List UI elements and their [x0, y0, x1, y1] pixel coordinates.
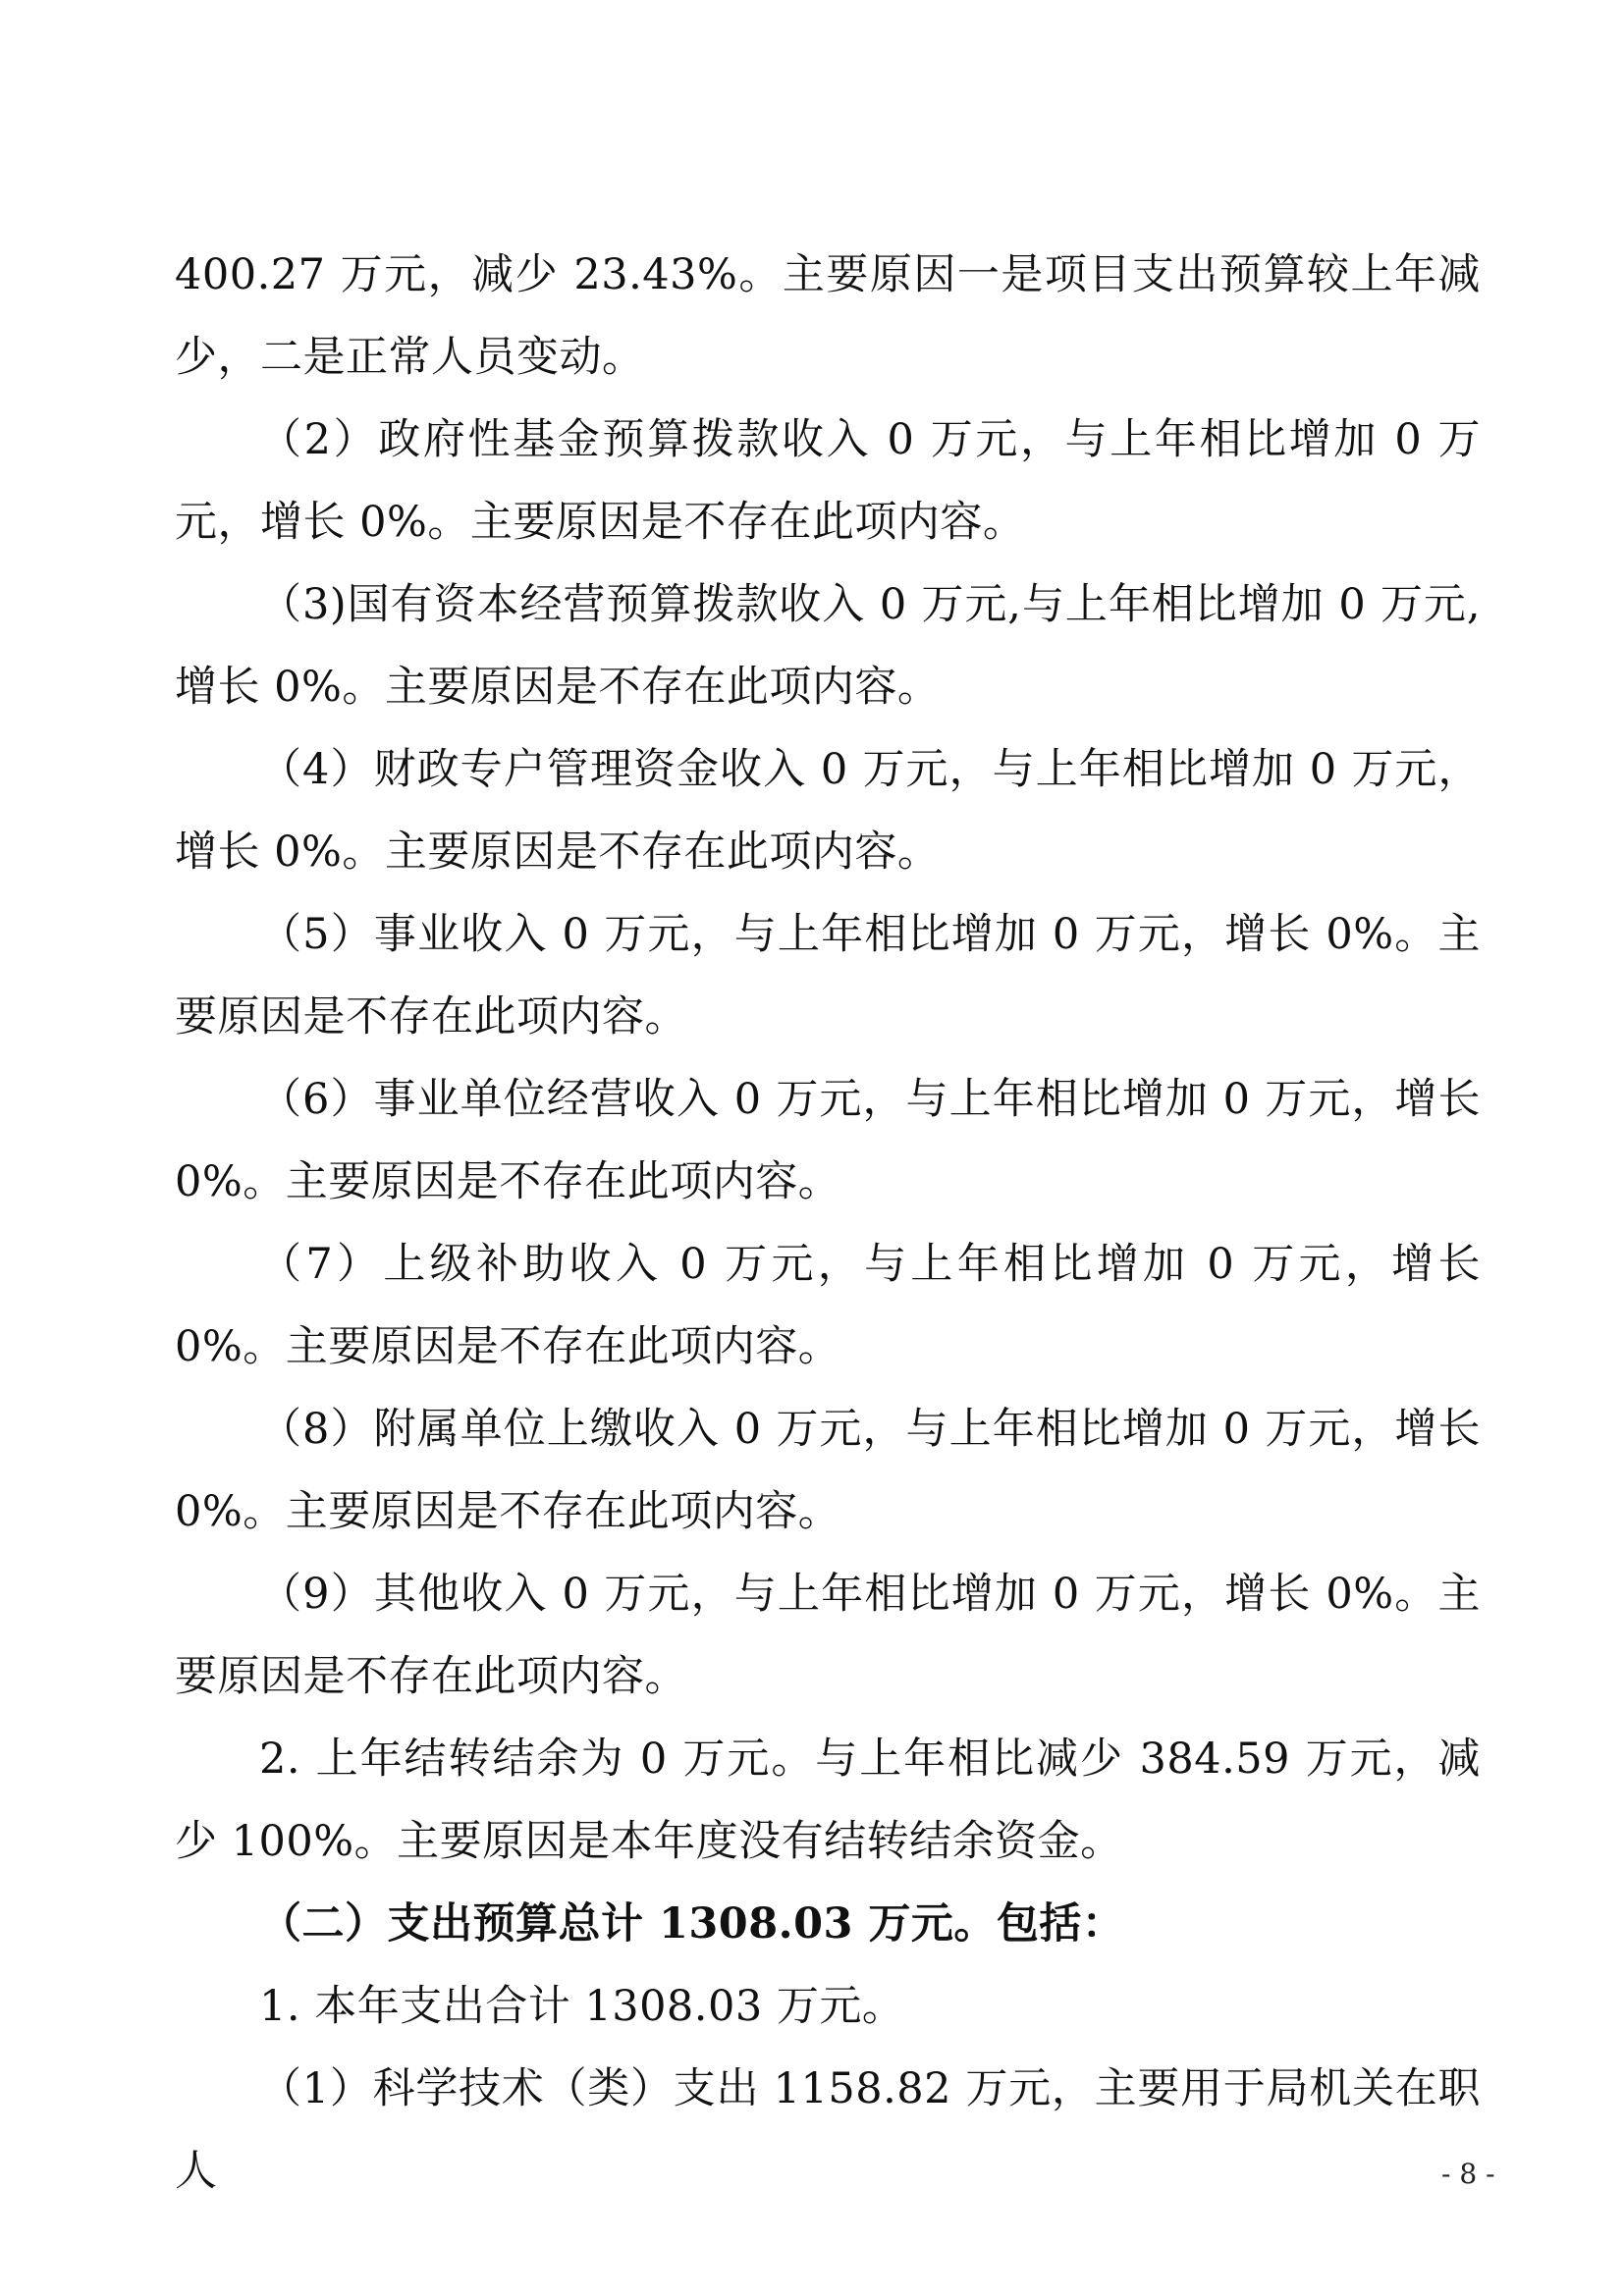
paragraph-special-account: （4）财政专户管理资金收入 0 万元，与上年相比增加 0 万元，增长 0%。主要原因是不存在此项内容。 [175, 745, 1481, 877]
paragraph-science-expenditure: （1）科学技术（类）支出 1158.82 万元，主要用于局机关在职人 [175, 2064, 1481, 2196]
paragraph-expenditure-total: 1. 本年支出合计 1308.03 万元。 [259, 1982, 905, 2031]
paragraph-business-income: （5）事业收入 0 万元，与上年相比增加 0 万元，增长 0%。主要原因是不存在此项内容。 [175, 910, 1481, 1041]
page-number: - 8 - [1441, 2158, 1495, 2190]
section-heading-expenditure: （二）支出预算总计 1308.03 万元。包括： [259, 1899, 1125, 1949]
paragraph-state-capital: （3)国有资本经营预算拨款收入 0 万元,与上年相比增加 0 万元,增长 0%。主要原因是不存在此项内容。 [175, 580, 1481, 712]
document-body [175, 234, 1481, 2213]
paragraph-other-income: （9）其他收入 0 万元，与上年相比增加 0 万元，增长 0%。主要原因是不存在此项内容。 [175, 1570, 1481, 1701]
paragraph-government-fund: （2）政府性基金预算拨款收入 0 万元，与上年相比增加 0 万元，增长 0%。主要原因是不存在此项内容。 [175, 415, 1481, 547]
paragraph-carryover: 2. 上年结转结余为 0 万元。与上年相比减少 384.59 万元，减少 100%。主要原因是本年度没有结转结余资金。 [175, 1735, 1481, 1866]
paragraph-income-decrease: 400.27 万元，减少 23.43%。主要原因一是项目支出预算较上年减少，二是正常人员变动。 [175, 250, 1481, 382]
paragraph-higher-subsidy: （7）上级补助收入 0 万元，与上年相比增加 0 万元，增长 0%。主要原因是不存在此项内容。 [175, 1240, 1481, 1371]
paragraph-operating-income: （6）事业单位经营收入 0 万元，与上年相比增加 0 万元，增长 0%。主要原因是不存在此项内容。 [175, 1075, 1481, 1206]
paragraph-subsidiary-income: （8）附属单位上缴收入 0 万元，与上年相比增加 0 万元，增长 0%。主要原因是不存在此项内容。 [175, 1405, 1481, 1536]
